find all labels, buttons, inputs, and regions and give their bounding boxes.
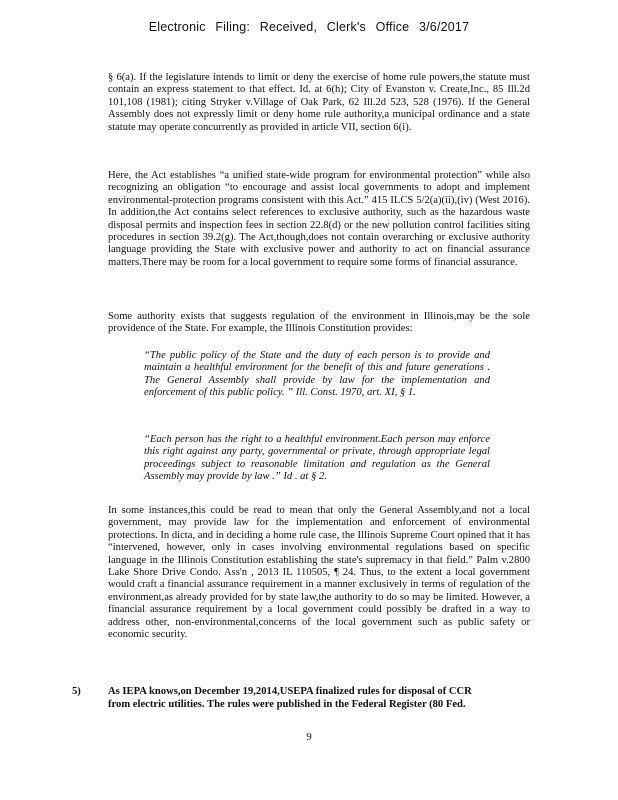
paragraph-home-rule: § 6(a). If the legislature intends to limit or deny the exercise of home rule powers,the statute must contain an express statement to that effect. Id. at 6(h); City of Evanston v. Create,Inc., 85 Ill.2d 101,108 (1981); citing Stryker v.Village of Oak Park, 62 Ill.2d 523, 528 (1976). If the General Assembly does not expressly limit or deny home rule authority,a municipal ordinance and a state statute may operate concurrently as provided in article VII, section 6(i).	[108, 72, 530, 133]
page-number: 9	[306, 732, 312, 743]
item-number: 5)	[72, 686, 81, 697]
paragraph-act-establishes: Here, the Act establishes “a unified state-wide program for environmental protection” while also recognizing an obligation “to encourage and assist local governments to adopt and implement environmental-protection programs consistent with this Act.” 415 ILCS 5/2(a)(ii),(iv) (West 2016). In addition,the Act contains select references to exclusive authority, such as the hazardous waste disposal permits and inspection fees in section 22.8(d) or the new pollution control facilities siting procedures in section 39.2(g). The Act,though,does not contain overarching or exclusive authority language providing the State with exclusive power and authority to act on financial assurance matters.There may be room for a local government to require some forms of financial assurance.	[108, 170, 530, 268]
paragraph-some-instances: In some instances,this could be read to mean that only the General Assembly,and not a local government, may provide law for the implementation and enforcement of environmental protections. In dicta, and in deciding a home rule case, the Illinois Supreme Court opined that it has “intervened, however, only in cases involving environmental regulations based on specific language in the Illinois Constitution establishing the state's supremacy in that field.” Palm v.2800 Lake Shore Drive Condo. Ass'n , 2013 IL 110505, ¶ 24. Thus, to the extent a local government would craft a financial assurance requirement in a manner exclusively in terms of regulation of the environment,as already provided for by state law,the authority to do so may be limited. However, a financial assurance requirement by a local government could possibly be drafted in a way to address other, non-environmental,concerns of the local government such as public safety or economic security.	[108, 505, 530, 641]
block-quote-public-policy: “The public policy of the State and the duty of each person is to provide and maintain a healthful environment for the benefit of this and future generations . The General Assembly shall provide by law for the implementation and enforcement of this public policy. ” Ill. Const. 1970, art. XI, § 1.	[144, 350, 490, 399]
item-line-1: As IEPA knows,on December 19,2014,USEPA finalized rules for disposal of CCR	[108, 686, 472, 697]
block-quote-each-person: “Each person has the right to a healthful environment.Each person may enforce this right against any party, governmental or private, through appropriate legal proceedings subject to reasonable limitation and regulation as the General Assembly may provide by law .” Id . at § 2.	[144, 434, 490, 483]
filing-stamp-header: Electronic Filing: Received, Clerk's Office 3/6/2017	[148, 20, 470, 34]
item-line-2: from electric utilities. The rules were published in the Federal Register (80 Fed.	[108, 698, 466, 710]
numbered-item-5	[72, 686, 512, 711]
paragraph-some-authority: Some authority exists that suggests regulation of the environment in Illinois,may be the sole providence of the State. For example, the Illinois Constitution provides:	[108, 311, 530, 335]
